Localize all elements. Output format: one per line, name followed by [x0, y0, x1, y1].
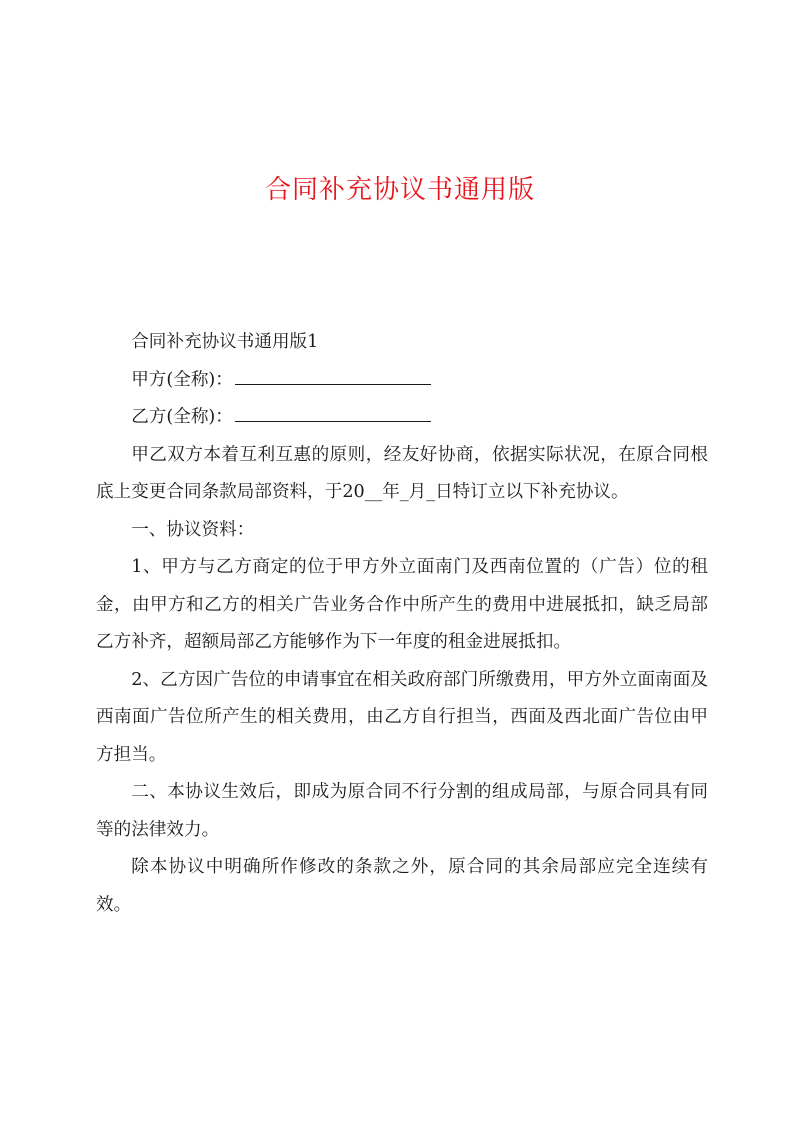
paragraph-subtitle: 合同补充协议书通用版1	[131, 332, 319, 352]
paragraph-section-one-heading: 一、协议资料：	[131, 519, 255, 540]
paragraph-party-a	[96, 362, 708, 400]
party-a-blank-line	[235, 368, 431, 385]
party-b-label: 乙方(全称)：	[131, 407, 233, 427]
party-b-blank-line	[235, 405, 431, 422]
document-body	[96, 324, 708, 924]
paragraph-preamble: 甲乙双方本着互利互惠的原则，经友好协商，依据实际状况，在原合同根底上变更合同条款局部资料，于20__年_月_日特订立以下补充协议。	[96, 444, 708, 502]
paragraph-section-two: 二、本协议生效后，即成为原合同不行分割的组成局部，与原合同具有同等的法律效力。	[96, 782, 708, 840]
paragraph-clause-2: 2、乙方因广告位的申请事宜在相关政府部门所缴费用，甲方外立面南面及西南面广告位所产生的相关费用，由乙方自行担当，西面及西北面广告位由甲方担当。	[96, 669, 708, 765]
party-a-label: 甲方(全称)：	[131, 369, 233, 390]
document-title: 合同补充协议书通用版	[264, 175, 535, 205]
paragraph-closing: 除本协议中明确所作修改的条款之外，原合同的其余局部应完全连续有效。	[96, 857, 708, 915]
paragraph-party-b	[96, 399, 708, 437]
paragraph-clause-1: 1、甲方与乙方商定的位于甲方外立面南门及西南位置的（广告）位的租金，由甲方和乙方的相关广告业务合作中所产生的费用中进展抵扣，缺乏局部乙方补齐，超额局部乙方能够作为下一年度的租金进展抵扣。	[96, 557, 708, 652]
